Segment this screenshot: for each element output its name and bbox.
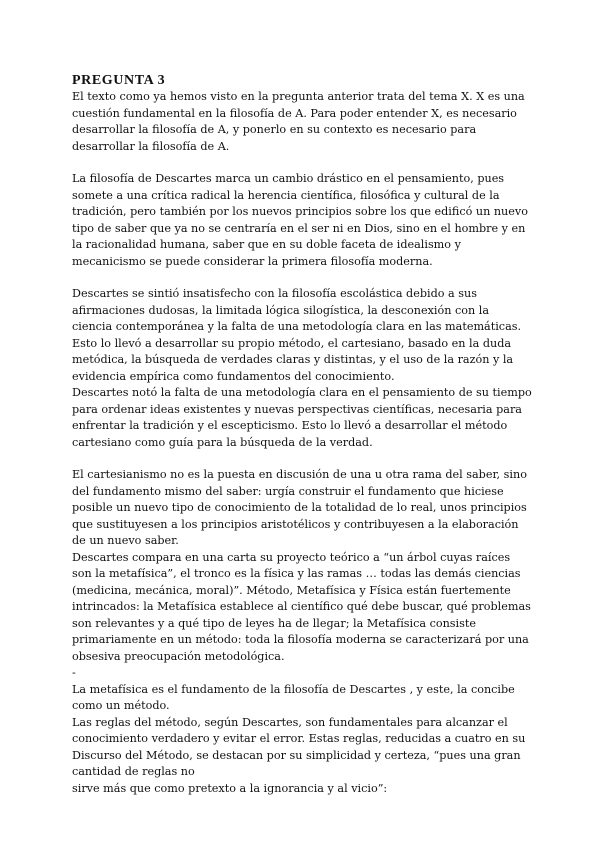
page-title: PREGUNTA 3 bbox=[72, 73, 166, 88]
paragraph-rules-quote-end: sirve más que como pretexto a la ignorancia y al vicio”: bbox=[72, 781, 388, 795]
spacer bbox=[72, 155, 532, 171]
paragraph-scholastic: Descartes se sintió insatisfecho con la filosofía escolástica debido a sus afirmaciones dudosas, la limitada lógica silogística, la desconexión con la ciencia contemporánea y la falta de una metodología clara en las matemáticas. Esto lo llevó a desarrollar su propio método, el cartesiano, basado en la duda metódica, la búsqueda de verdades claras y distintas, y el uso de la razón y la evidencia empírica como fundamentos del conocimiento. bbox=[72, 287, 522, 383]
paragraph-cartesianism: El cartesianismo no es la puesta en discusión de una u otra rama del saber, sino del fundamento mismo del saber: urgía construir el fundamento que hiciese posible un nuevo tipo de conocimiento de la totalidad de lo real, unos principios que sustituyesen a los principios aristotélicos y contribuyesen a la elaboración de un nuevo saber. bbox=[72, 468, 527, 547]
paragraph-metaphysics: La metafísica es el fundamento de la filosofía de Descartes , y este, la concibe como un método. bbox=[72, 682, 515, 712]
spacer bbox=[72, 270, 532, 286]
document-body bbox=[72, 72, 532, 797]
paragraph-tree-metaphor: Descartes compara en una carta su proyecto teórico a “un árbol cuyas raíces son la metafísica”, el tronco es la física y las ramas … todas las demás ciencias (medicina, mecánica, moral)”. Método, Metafísica y Física están fuertemente intrincados: la Metafísica establece al científico qué debe buscar, qué problemas son relevantes y a qué tipo de leyes ha de llegar; la Metafísica consiste primariamente en un método: toda la filosofía moderna se caracterizará por una obsesiva preocupación metodológica. bbox=[72, 550, 531, 663]
paragraph-rules: Las reglas del método, según Descartes, son fundamentales para alcanzar el conocimiento verdadero y evitar el error. Estas reglas, reducidas a cuatro en su Discurso del Método, se destacan por su simplicidad y certeza, “pues una gran cantidad de reglas no bbox=[72, 715, 526, 778]
paragraph-intro: El texto como ya hemos visto en la pregunta anterior trata del tema X. X es una cuestión fundamental en la filosofía de A. Para poder entender X, es necesario desarrollar la filosofía de A, y ponerlo en su contexto es necesario para desarrollar la filosofía de A. bbox=[72, 90, 525, 153]
paragraph-methodology: Descartes notó la falta de una metodología clara en el pensamiento de su tiempo para ordenar ideas existentes y nuevas perspectivas científicas, necesaria para enfrentar la tradición y el escepticismo. Esto lo llevó a desarrollar el método cartesiano como guía para la búsqueda de la verdad. bbox=[72, 386, 532, 449]
paragraph-descartes-change: La filosofía de Descartes marca un cambio drástico en el pensamiento, pues somete a una crítica radical la herencia científica, filosófica y cultural de la tradición, pero también por los nuevos principios sobre los que edificó un nuevo tipo de saber que ya no se centraría en el ser ni en Dios, sino en el hombre y en la racionalidad humana, saber que en su doble faceta de idealismo y mecanicismo se puede considerar la primera filosofía moderna. bbox=[72, 172, 528, 268]
paragraph-dash: - bbox=[72, 666, 76, 679]
spacer bbox=[72, 451, 532, 467]
